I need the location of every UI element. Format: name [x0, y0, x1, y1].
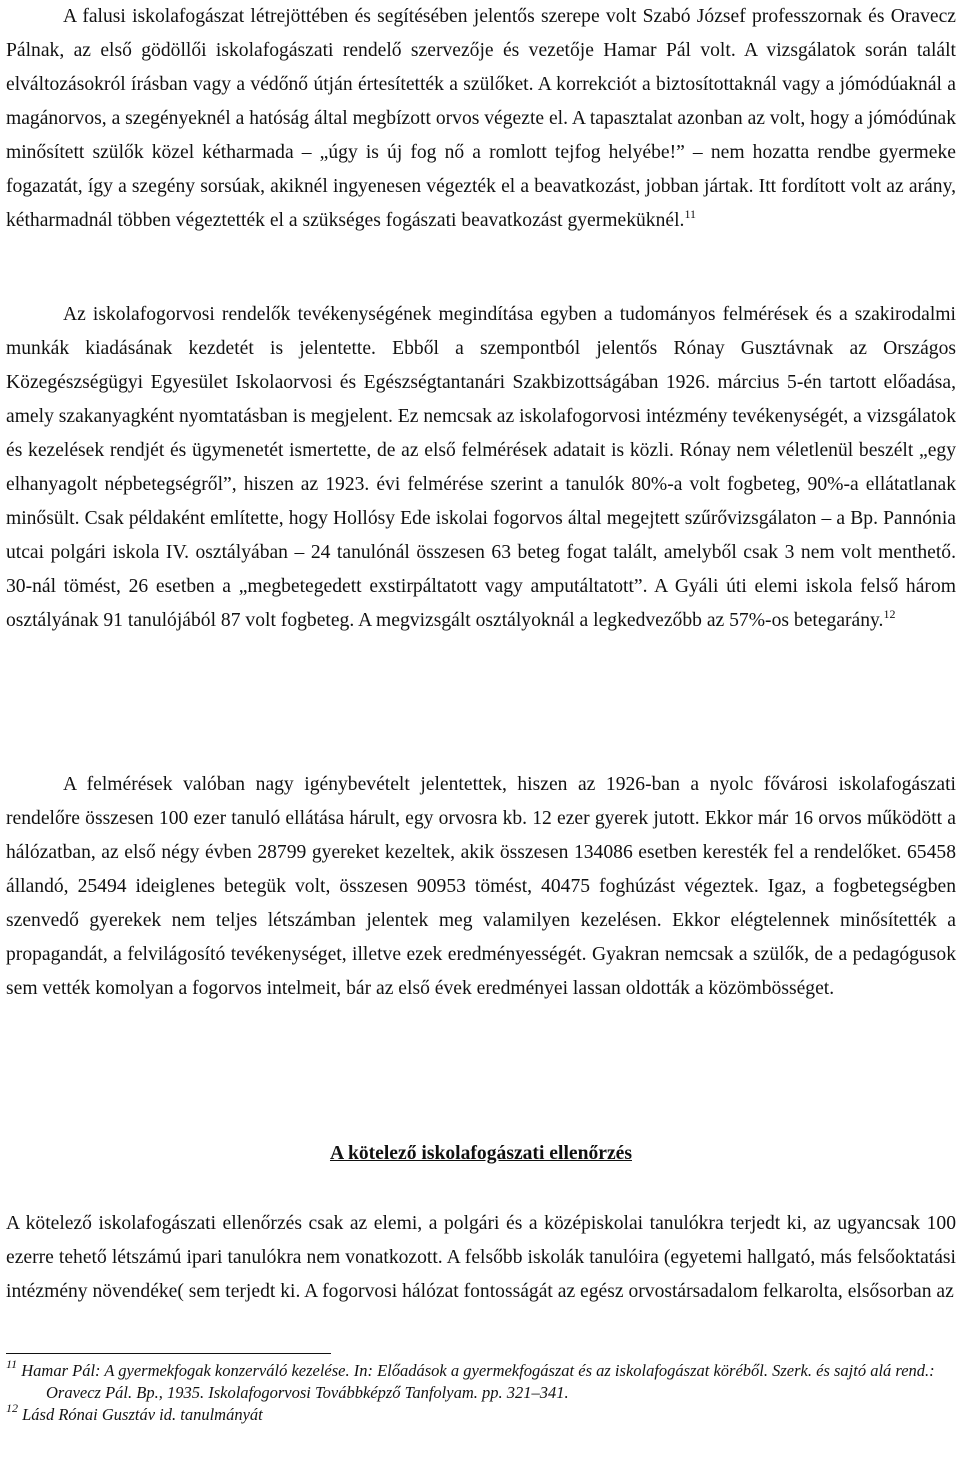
body-paragraph-3: A felmérések valóban nagy igénybevételt jelentettek, hiszen az 1926-ban a nyolc fővárosi iskolafogászati rendelőre összesen 100 ezer tanuló ellátása hárult, egy orvosra kb. 12 ezer gyerek jutott. Ekkor már 16 orvos működött a hálózatban, az első négy évben 28799 gyereket kezeltek, akik összesen 134086 esetben keresték fel a rendelőket. 65458 állandó, 25494 ideiglenes betegük volt, összesen 90953 tömést, 40475 foghúzást végeztek. Igaz, a fogbetegségben szenvedő gyerekek nem teljes létszámban jelentek meg valamilyen kezelésen. Ekkor elégtelennek minősítették a propagandát, a felvilágosító tevékenységet, illetve ezek eredményességét. Gyakran nemcsak a szülők, de a pedagógusok sem vették komolyan a fogorvos intelmeit, bár az első évek eredményei lassan oldották a közömbösséget. — [6, 774, 956, 999]
footnote-reference-11[interactable]: 11 — [684, 207, 696, 221]
section-heading: A kötelező iskolafogászati ellenőrzés — [329, 1143, 632, 1164]
paragraph-1-text: A falusi iskolafogászat létrejöttében és segítésében jelentős szerepe volt Szabó József professzornak és Oravecz Pálnak, az első gödöllői iskolafogászati rendelő szervezője és vezetője Hamar Pál volt. A vizsgálatok során talált elváltozásokról írásban vagy a védőnő útján értesítették a szülőket. A korrekciót a biztosítottaknál vagy a jómódúaknál a magánorvos, a szegényeknél a hatóság által megbízott orvos végezte el. A tapasztalat azonban az volt, hogy a jómódúnak minősített szülők közel kétharmada – „úgy is új fog nő a romlott tejfog helyébe!” – nem hozatta rendbe gyermeke fogazatát, így a szegény sorsúak, akiknél ingyenesen végezték el a beavatkozást, jobban jártak. Itt fordított volt az arány, kétharmadnál többen végeztették el a szükséges fogászati beavatkozást gyermeküknél. — [6, 6, 956, 231]
footnote-separator — [6, 1353, 331, 1354]
paragraph-2-text: Az iskolafogorvosi rendelők tevékenységének megindítása egyben a tudományos felmérések és a szakirodalmi munkák kiadásának kezdetét is jelentette. Ebből a szempontból jelentős Rónay Gusztávnak az Országos Közegészségügyi Egyesület Iskolaorvosi és Egészségtantanári Szakbizottságában 1926. március 5-én tartott előadása, amely szakanyagként nyomtatásban is megjelent. Ez nemcsak az iskolafogorvosi intézmény tevékenységét, a vizsgálatok és kezelések rendjét és ügymenetét ismertette, de az első felmérések adatait is közli. Rónay nem véletlenül beszélt „egy elhanyagolt népbetegségről”, hiszen az 1923. évi felmérése szerint a tanulók 80%-a volt fogbeteg, 90%-a ellátatlanak minősült. Csak példaként említette, hogy Hollósy Ede iskolai fogorvos által megejtett szűrővizsgálaton – a Bp. Pannónia utcai polgári iskola IV. osztályában – 24 tanulónál összesen 63 beteg fogat talált, amelyből csak 3 nem volt menthető. 30-nál tömést, 26 esetben a „megbetegedett exstirpáltatott vagy amputáltatott”. A Gyáli úti elemi iskola felső három osztályának 91 tanulójából 87 volt fogbeteg. A megvizsgált osztályoknál a legkedvezőbb az 57%-os betegarány. — [6, 304, 956, 631]
body-paragraph-4: A kötelező iskolafogászati ellenőrzés csak az elemi, a polgári és a középiskolai tanulókra terjedt ki, az ugyancsak 100 ezerre tehető létszámú ipari tanulókra nem vonatkozott. A felsőbb iskolák tanulóira (egyetemi hallgató, más felsőoktatási intézmény növendéke( sem terjedt ki. A fogorvosi hálózat fontosságát az egész orvostársadalom felkarolta, elsősorban az — [6, 1213, 956, 1302]
body-paragraph-2 — [6, 298, 956, 638]
footnote-text: Lásd Rónai Gusztáv id. tanulmányát — [22, 1405, 263, 1424]
footnote-number: 12 — [6, 1401, 18, 1415]
body-paragraph-1 — [6, 0, 956, 238]
footnote-text: Hamar Pál: A gyermekfogak konzerváló kezelése. In: Előadások a gyermekfogászat és az iskolafogászat köréből. Szerk. és sajtó alá rend.: Oravecz Pál. Bp., 1935. Iskolafogorvosi Továbbképző Tanfolyam. pp. 321–341. — [21, 1361, 935, 1402]
footnote-reference-12[interactable]: 12 — [883, 607, 896, 621]
footnote-11 — [6, 1357, 956, 1404]
footnote-12 — [6, 1401, 956, 1426]
footnote-number: 11 — [6, 1357, 18, 1371]
footnotes — [6, 1357, 956, 1426]
